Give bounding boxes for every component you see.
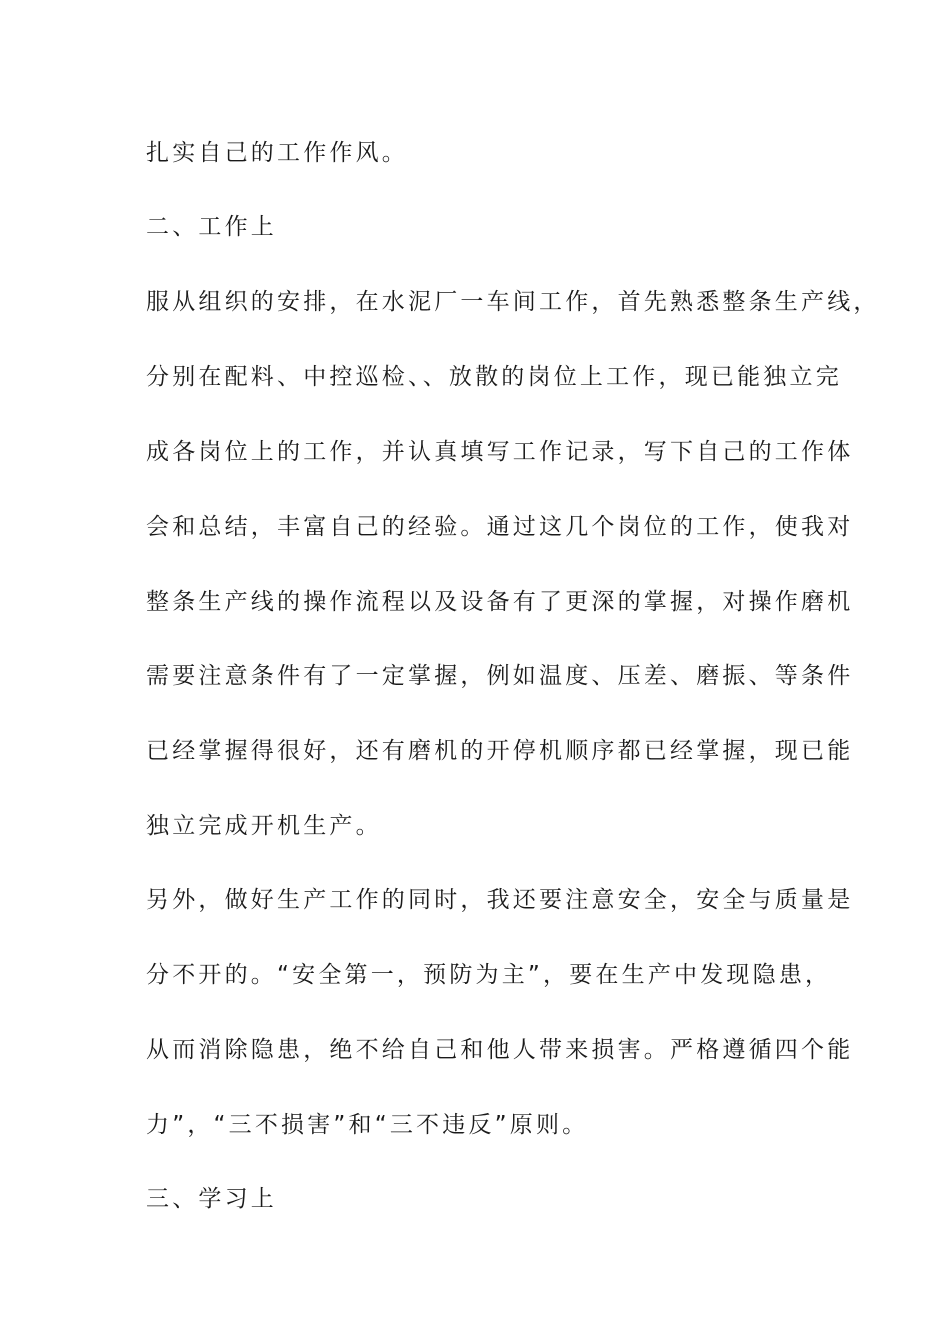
paragraph-line: 扎实自己的工作作风。 [146,140,408,166]
paragraph-line: 成各岗位上的工作，并认真填写工作记录，写下自己的工作体 [146,439,854,465]
paragraph-line: 服从组织的安排，在水泥厂一车间工作，首先熟悉整条生产线， [146,289,880,315]
paragraph-line: 从而消除隐患，绝不给自己和他人带来损害。严格遵循四个能 [146,1037,854,1063]
section-heading: 三、学习上 [146,1186,277,1212]
paragraph-line: 需要注意条件有了一定掌握，例如温度、压差、磨振、等条件 [146,663,854,689]
paragraph-line: 会和总结，丰富自己的经验。通过这几个岗位的工作，使我对 [146,514,854,540]
paragraph-line: 力”，“三不损害”和“三不违反”原则。 [146,1112,589,1138]
paragraph-line: 另外，做好生产工作的同时，我还要注意安全，安全与质量是 [146,887,854,913]
paragraph-line: 独立完成开机生产。 [146,813,382,839]
paragraph-line: 分不开的。“安全第一，预防为主”，要在生产中发现隐患， [146,962,832,988]
paragraph-line: 分别在配料、中控巡检、、放散的岗位上工作，现已能独立完 [146,364,842,390]
section-heading: 二、工作上 [146,214,277,240]
paragraph-line: 整条生产线的操作流程以及设备有了更深的掌握，对操作磨机 [146,589,854,615]
paragraph-line: 已经掌握得很好，还有磨机的开停机顺序都已经掌握，现已能 [146,738,854,764]
